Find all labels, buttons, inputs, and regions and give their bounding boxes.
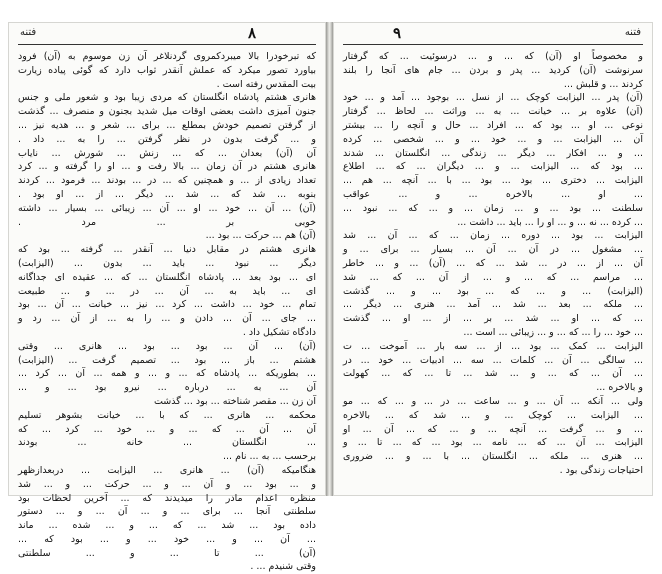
text-line: (آن) ... آن ... بود ... بود ... هانری ... وقتی <box>18 340 316 352</box>
text-line: بیت المقدس رفته است . <box>216 78 316 90</box>
text-line: آن ... آن ... که ... و ... خود ... کرد ... که <box>18 423 316 435</box>
text-line: ... و ... افکار ... دیگر ... زندگی ... انگلستان ... شدند <box>343 147 643 159</box>
left-page-number: ۸ <box>248 24 257 42</box>
paragraph <box>343 229 643 339</box>
paragraph <box>18 243 316 340</box>
text-line: بیاورد تصور میکرد که عملش آنقدر ثواب دارد که گوئی پیاده زیارت <box>18 64 316 76</box>
text-line: ... جای ... آن ... دادن و ... را به ... از آن ... رد و <box>18 313 316 325</box>
paragraph <box>18 91 316 243</box>
book-gutter <box>326 22 333 496</box>
text-line: وقتی شنیدم ... . <box>250 561 316 573</box>
paragraph <box>18 409 316 464</box>
text-line: احتیاجات زندگی بود . <box>559 464 643 476</box>
text-line: ... خود ... را ... که ... و ... زیبائی ... است ... <box>463 326 643 338</box>
text-line: ... مشغول ... در آن ... آن ... بسیار ... برای ... و <box>343 244 643 256</box>
text-line: و ... گرفت بدون در نظر گرفتن ... را به ... داد . <box>18 133 316 145</box>
paragraph <box>343 395 643 478</box>
right-running-head: فتنه <box>624 27 641 38</box>
text-line: ... آن ... که ... و ... شد ... تا ... که ... کهولت <box>343 368 643 380</box>
right-page <box>333 22 653 496</box>
text-line: هنگامیکه (آن) ... هانری ... الیزابت ... دربعدازظهر <box>18 464 316 476</box>
text-line: ای ... باید به ... آن ... در ... و ... طبیعت <box>18 285 316 297</box>
text-line: الیزابت ... کمک ... بود ... از ... سه بار ... آموخت ... ت <box>343 340 643 352</box>
paragraph <box>18 340 316 409</box>
text-line: سلطنتی آنجا ... برای ... و ... آن ... و ... دستور <box>18 506 316 518</box>
text-line: (الیزابت) ... و ... که ... بود ... و ... گذشت <box>343 285 643 297</box>
right-page-body <box>343 50 643 490</box>
text-line: (آن) ... آن ... خود ... او ... آن ... زیبائی ... بسیار ... داشته <box>18 202 316 214</box>
paragraph <box>343 91 643 229</box>
left-page <box>8 22 326 573</box>
left-page-body <box>18 50 316 573</box>
text-line: سلطنت ... بود ... و ... زمان ... و ... که ... نبود ... <box>343 202 643 214</box>
paragraph <box>343 340 643 395</box>
text-line: از گرفتن تصمیم خودش بمطلع ... برای ... شعر و ... هدیه نیز ... <box>18 119 316 131</box>
text-line: ... الیزابت ... کوچک ... و ... شد که ... بالاخره <box>343 409 643 421</box>
right-page-number: ۹ <box>393 24 402 42</box>
text-line: و بالاخره ... <box>596 382 643 394</box>
text-line: ... کرده ... نه ... و ... او را ... باید ... داشت ... <box>457 216 643 228</box>
text-line: که تبرخودرا بالا میبردکمروی گردنلاغر آن زن موسوم به (آن) فرود <box>18 51 316 62</box>
text-line: آن (آن) بعدان ... که ... زنش ... شورش ... نایاب <box>18 147 316 159</box>
text-line: تعداد زیادی از ... و همچنین که ... در ... بودند ... فرمود ... کردند <box>18 175 316 187</box>
text-line: ... و ... گرفت ... آنچه ... و ... که ... آن ... او <box>343 423 643 435</box>
text-line: هشتم ... باز ... بود ... تصمیم گرفت ... (الیزابت) <box>18 354 316 366</box>
text-line: هانری هشتم در مقابل دنیا ... آنقدر ... گرفته ... بود که <box>18 244 316 256</box>
text-line: و مخصوصاً او (آن) که ... و ... درسوئیت ... که گرفتار <box>343 51 643 62</box>
left-running-head: فتنه <box>20 27 37 38</box>
text-line: ... بطوریکه ... پادشاه که ... و ... و همه ... آن ... کرد ... <box>18 368 316 380</box>
paragraph <box>18 50 316 91</box>
text-line: آن ... الیزابت ... و ... خود ... و ... شخصی ... کرده <box>343 133 643 145</box>
text-line: ... هنری ... ملکه ... انگلستان ... با ... و ... ضروری <box>343 451 643 463</box>
text-line: ... بود که ... الیزابت ... و ... دیگران ... که ... اطلاع <box>343 161 643 173</box>
text-line: ای ... بود بعد ... پادشاه انگلستان ... که ... عقیده ای جداگانه <box>18 271 316 283</box>
text-line: داده بود ... شد ... که ... و ... شده ... ماند <box>18 520 316 532</box>
text-line: آن ... از ... در ... شد ... که ... (آن) ... و ... خاطر <box>343 257 643 269</box>
text-line: جنون آمیزی داشت بعضی اوقات میل شدید بجنون و منصرف ... گذشت <box>18 106 316 118</box>
text-line: (آن) علاوه بر ... خیانت ... به ... وراثت ... لحاظ ... گرفتار <box>343 106 643 118</box>
text-line: الیزابت ... دختری ... بود ... بود ... با ... آنچه ... هم ... <box>343 175 643 187</box>
text-line: خوبی بر ... مرد . <box>18 216 316 228</box>
text-line: هانری هشتم در آن زمان ... بالا رفت و ... او را گرفته و ... کرد <box>18 161 316 173</box>
text-line: (آن) پدر ... الیزابت کوچک ... از نسل ... بوجود ... آمد و ... خود <box>343 92 643 104</box>
right-page-header <box>343 26 643 45</box>
left-page-header <box>18 26 316 45</box>
text-line: ... او ... بالاخره ... و ... عواقب <box>343 188 643 200</box>
text-line: آن زن ... مقصر شناخته ... بود ... گذشت <box>153 395 316 407</box>
text-line: ... سالگی ... آن ... کلمات ... سه ... ادبیات ... خود ... در <box>343 354 643 366</box>
text-line: (آن) ... تا ... و ... سلطنتی <box>18 547 316 559</box>
text-line: تمام ... خود ... داشت ... کرد ... نیز ... خیانت ... آن ... بود <box>18 299 316 311</box>
text-line: الیزابت ... بود ... دوره ... زمان ... که ... آن ... شد <box>343 230 643 242</box>
text-line: نوعی ... او ... بود که ... افراد ... حال و آنچه را ... بیشتر <box>343 119 643 131</box>
text-line: دیگر ... نبود ... باید ... بدون ... (الیزابت) <box>18 257 316 269</box>
text-line: آن ... به ... درباره ... نیرو بود ... و ... <box>18 382 316 394</box>
text-line: و ... بود ... و آن ... و ... حرکت ... و ... شد <box>18 478 316 490</box>
text-line: دادگاه تشکیل داد . <box>242 326 316 338</box>
text-line: منظره اعدام مادر را میدیدند که ... آخرین لحظات بود <box>18 492 316 504</box>
text-line: ولی ... آنکه ... آن ... و ... ساعت ... در ... و ... که ... مو <box>343 395 643 407</box>
text-line: هانری هشتم پادشاه انگلستان که مردی زیبا بود و شعور ملی و جنس <box>18 92 316 104</box>
paragraph <box>343 50 643 91</box>
text-line: ... انگلستان ... خانه ... بودند <box>18 437 316 449</box>
text-line: بنوبه ... شد که ... شد ... دیگر ... از ... او بود . <box>18 188 316 200</box>
text-line: (آن) هم ... حرکت ... بود ... <box>205 230 316 242</box>
text-line: محکمه ... هانری ... که با ... خیانت بشوهر تسلیم <box>18 409 316 421</box>
text-line: سرنوشت (آن) کردید ... پدر و بردن ... جام های آنجا را بلند <box>343 64 643 76</box>
text-line: برحسب ... به ... نام ... <box>223 451 316 463</box>
text-line: کردند ... و قلبش ... <box>563 78 643 90</box>
text-line: ... آن ... و ... خود ... و ... بود که ... <box>18 533 316 545</box>
text-line: ... ملکه ... بعد ... شد ... آمد ... هنری ... دیگر ... <box>343 299 643 311</box>
text-line: ... مراسم ... که ... و ... از آن ... که ... شد <box>343 271 643 283</box>
paragraph <box>18 464 316 574</box>
text-line: الیزابت ... آن ... که ... نامه ... بود ... که ... تا ... و <box>343 437 643 449</box>
text-line: ... که ... او ... شد ... بر ... از ... او ... گذشت <box>343 313 643 325</box>
